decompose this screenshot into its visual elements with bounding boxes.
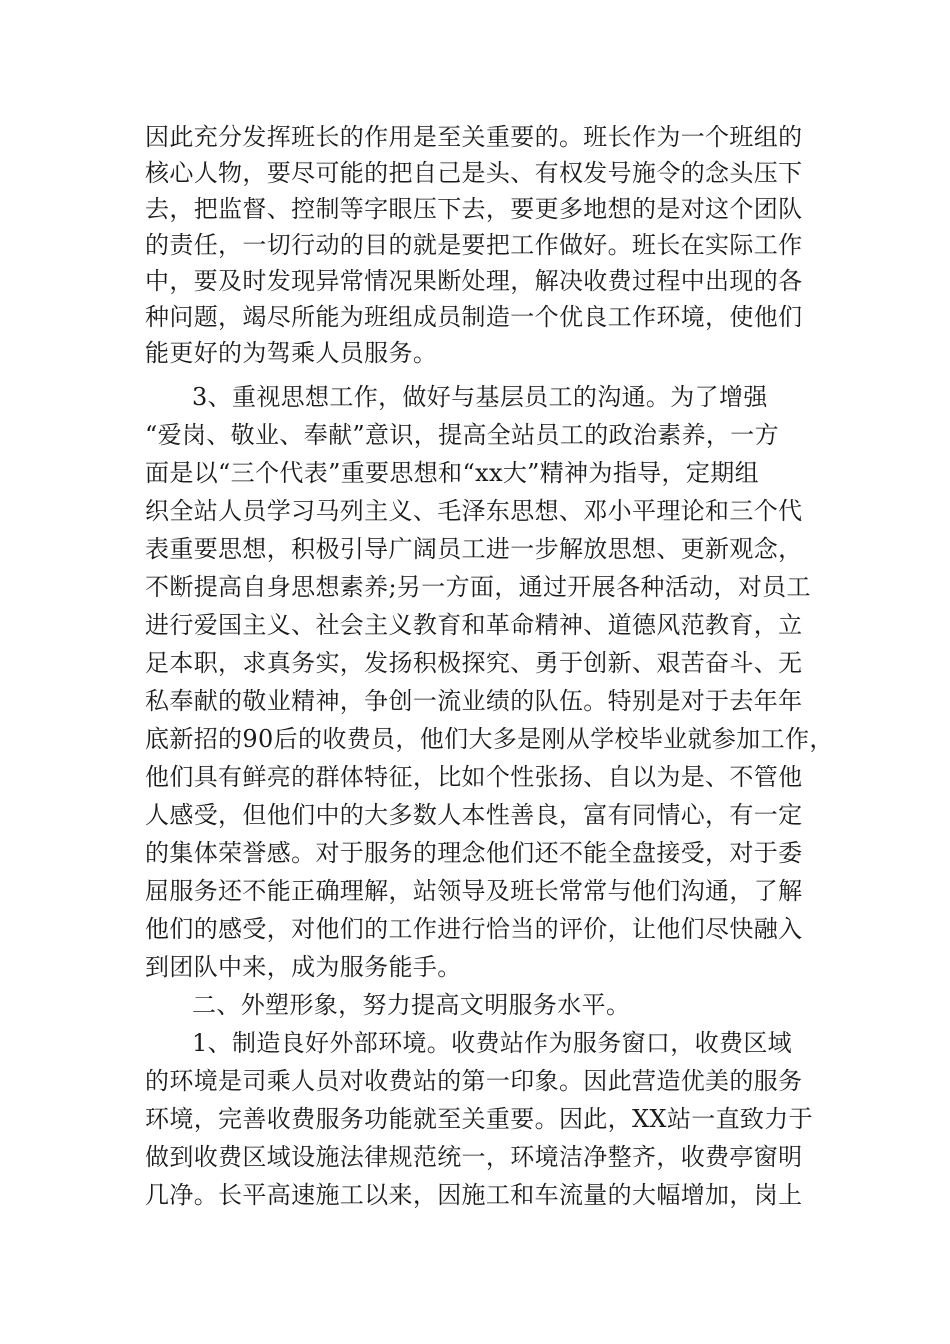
text-line: 到团队中来，成为服务能手。 bbox=[145, 953, 462, 981]
text-line: 因此充分发挥班长的作用是至关重要的。班长作为一个班组的 bbox=[145, 123, 803, 151]
text-line: 私奉献的敬业精神，争创一流业绩的队伍。特别是对于去年年 bbox=[145, 687, 803, 715]
text-line: 的环境是司乘人员对收费站的第一印象。因此营造优美的服务 bbox=[145, 1067, 803, 1095]
text-line: 几净。长平高速施工以来，因施工和车流量的大幅增加，岗上 bbox=[145, 1181, 803, 1209]
text-line: 足本职，求真务实，发扬积极探究、勇于创新、艰苦奋斗、无 bbox=[145, 649, 803, 677]
text-line: 能更好的为驾乘人员服务。 bbox=[145, 339, 438, 367]
text-line: 的责任，一切行动的目的就是要把工作做好。班长在实际工作 bbox=[145, 231, 803, 259]
text-line: 他们具有鲜亮的群体特征，比如个性张扬、自以为是、不管他 bbox=[145, 763, 803, 791]
text-line: 不断提高自身思想素养;另一方面，通过开展各种活动，对员工 bbox=[145, 573, 811, 601]
text-line: 底新招的90后的收费员，他们大多是刚从学校毕业就参加工作， bbox=[145, 725, 834, 753]
text-line: 他们的感受，对他们的工作进行恰当的评价，让他们尽快融入 bbox=[145, 915, 803, 943]
paragraph-first-line: 3、重视思想工作，做好与基层员工的沟通。为了增强 bbox=[192, 383, 768, 411]
text-line: 去，把监督、控制等字眼压下去，要更多地想的是对这个团队 bbox=[145, 195, 803, 223]
text-line: “爱岗、敬业、奉献”意识，提高全站员工的政治素养，一方 bbox=[145, 421, 779, 449]
text-line: 人感受，但他们中的大多数人本性善良，富有同情心，有一定 bbox=[145, 801, 803, 829]
text-line: 种问题，竭尽所能为班组成员制造一个优良工作环境，使他们 bbox=[145, 303, 803, 331]
text-line: 屈服务还不能正确理解，站领导及班长常常与他们沟通，了解 bbox=[145, 877, 803, 905]
text-line: 织全站人员学习马列主义、毛泽东思想、邓小平理论和三个代 bbox=[145, 497, 803, 525]
text-line: 面是以“三个代表”重要思想和“xx大”精神为指导，定期组 bbox=[145, 459, 759, 487]
text-line: 进行爱国主义、社会主义教育和革命精神、道德风范教育，立 bbox=[145, 611, 803, 639]
section-heading: 二、外塑形象，努力提高文明服务水平。 bbox=[192, 991, 631, 1019]
text-line: 核心人物，要尽可能的把自己是头、有权发号施令的念头压下 bbox=[145, 159, 803, 187]
text-line: 表重要思想，积极引导广阔员工进一步解放思想、更新观念， bbox=[145, 535, 803, 563]
paragraph-first-line: 1、制造良好外部环境。收费站作为服务窗口，收费区域 bbox=[192, 1029, 793, 1057]
text-line: 做到收费区域设施法律规范统一，环境洁净整齐，收费亭窗明 bbox=[145, 1143, 803, 1171]
text-line: 的集体荣誉感。对于服务的理念他们还不能全盘接受，对于委 bbox=[145, 839, 803, 867]
text-line: 环境，完善收费服务功能就至关重要。因此，XX站一直致力于 bbox=[145, 1105, 813, 1133]
text-line: 中，要及时发现异常情况果断处理，解决收费过程中出现的各 bbox=[145, 267, 803, 295]
